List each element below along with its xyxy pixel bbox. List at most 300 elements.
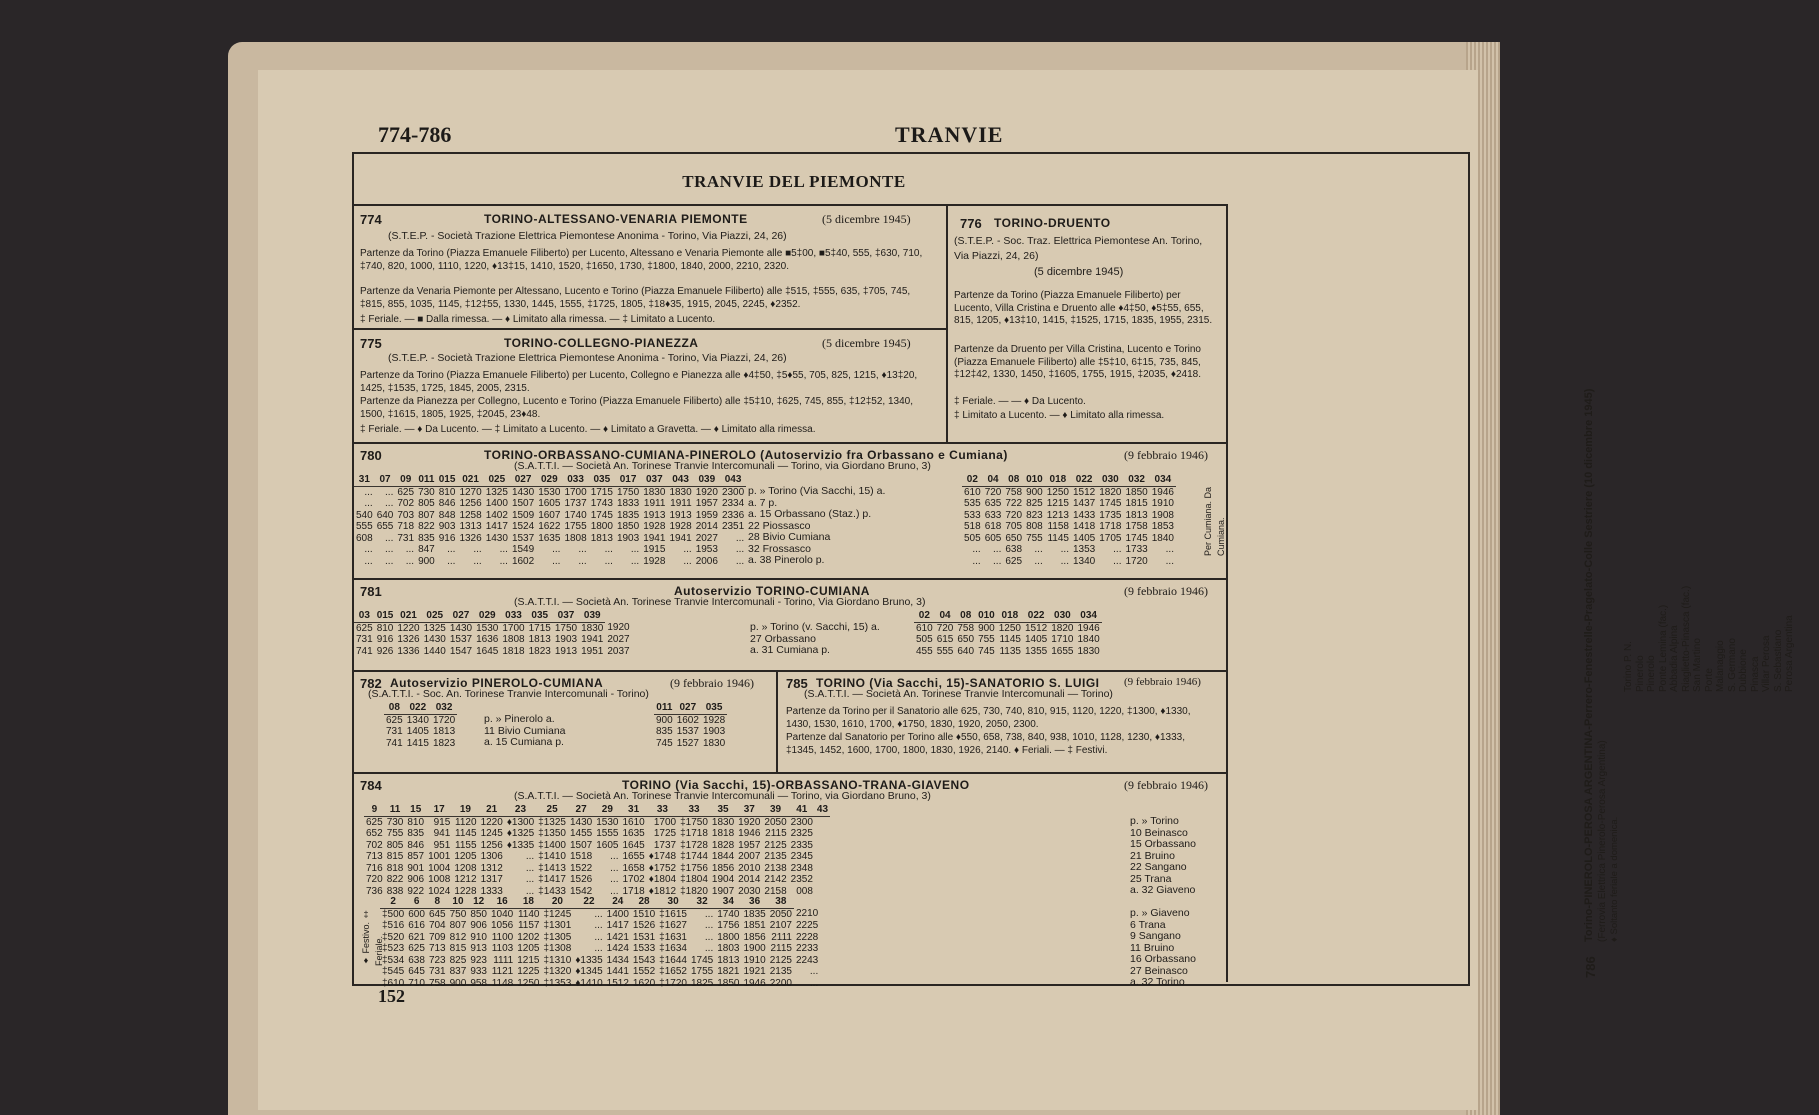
time-cell: 1957 [695, 498, 718, 509]
note: ♦ Soltanto feriale a domenica. [1609, 816, 1620, 942]
train-number: 23 [505, 804, 536, 816]
departures-from-pianezza: Partenze da Pianezza per Collegno, Lucento e Torino (Piazza Emanuele Filiberto) alle ‡5‡10, ‡625, 745, 855, ‡12‡52, 1340, 1500, ‡1615, 1805, 1925, ‡2045, 23♦48. [360, 396, 913, 420]
time-cell: 555 [356, 521, 373, 532]
train-number: 33 [678, 804, 710, 816]
time-cell: 1405 [406, 726, 429, 737]
time-cell: 2334 [721, 498, 745, 509]
time-cell: 1008 [428, 874, 451, 885]
time-cell: 1920 [695, 486, 718, 498]
time-cell: 1907 [711, 885, 735, 897]
time-cell: 638 [1005, 544, 1023, 555]
time-cell: 1537 [676, 726, 699, 737]
time-cell: ... [1060, 555, 1069, 567]
section-786 [1579, 156, 1819, 982]
time-cell: 1100 [491, 931, 514, 943]
table-row [914, 646, 1102, 658]
time-cell: 906 [470, 920, 487, 931]
time-cell: 650 [957, 634, 975, 645]
time-cell: 807 [449, 920, 467, 931]
train-number: 17 [426, 804, 452, 816]
train-number: 21 [479, 804, 505, 816]
train-number: 08 [955, 610, 976, 622]
station: Riaglietto-Pinasca (fac.) [1680, 585, 1692, 692]
time-cell: ... [1034, 544, 1043, 555]
time-cell: 1421 [606, 931, 629, 943]
train-number: 6 [406, 896, 427, 908]
time-cell: 1325 [485, 486, 508, 498]
time-cell: 1202 [517, 931, 540, 943]
time-cell: 2345 [790, 851, 813, 862]
time-cell: 835 [407, 828, 425, 839]
divider [1226, 204, 1228, 982]
time-cell: 846 [407, 839, 425, 851]
time-cell: 1913 [669, 509, 692, 521]
time-cell: 916 [438, 532, 456, 544]
station: p. » Pinerolo a. [484, 713, 555, 725]
time-cell: 1913 [554, 645, 578, 657]
legend: ‡ Feriale. — ■ Dalla rimessa. — ♦ Limitato alla rimessa. — ‡ Limitato a Lucento. [360, 314, 716, 325]
time-cell: 1700 [502, 622, 525, 634]
time-cell: 2325 [790, 828, 813, 839]
station: 27 Beinasco [1130, 964, 1188, 977]
time-cell: 1040 [491, 908, 514, 920]
time-cell: 1920 [738, 816, 761, 828]
time-cell: 1415 [406, 737, 429, 749]
time-cell: 1509 [511, 509, 535, 521]
time-cell: 1720 [432, 714, 456, 726]
station: p. » Torino [1130, 815, 1179, 827]
train-number: 8 [427, 896, 448, 908]
time-cell: 1745 [590, 509, 613, 521]
time-cell: ♦1325 [506, 828, 535, 839]
time-cell: 1103 [491, 943, 514, 954]
time-cell: 1941 [643, 532, 666, 544]
time-cell: 916 [376, 634, 394, 645]
time-cell: 722 [1005, 498, 1023, 509]
time-cell: 1818 [502, 645, 525, 657]
time-cell: 1120 [455, 816, 477, 828]
time-cell: ‡516 [382, 920, 405, 931]
table-row [364, 874, 830, 886]
time-cell: 825 [449, 954, 467, 966]
train-number: 035 [701, 702, 727, 714]
train-number: 02 [962, 474, 983, 486]
time-cell: 1913 [643, 509, 666, 521]
time-cell: 2335 [790, 839, 813, 851]
section-title: TORINO-COLLEGNO-PIANEZZA [504, 336, 699, 350]
train-number: 035 [527, 610, 553, 622]
section-title: TRANVIE [895, 122, 1004, 147]
time-cell: 1250 [517, 977, 540, 989]
time-cell: ‡1433 [538, 885, 566, 897]
time-cell: 2300 [790, 816, 813, 828]
time-cell: ... [610, 885, 619, 897]
timetable-return [914, 610, 1102, 657]
departures-from-venaria: Partenze da Venaria Piemonte per Altessano, Lucento e Torino (Piazza Emanuele Filiberto) alle ‡515, ‡555, 635, ‡705, 745, ‡815, 855, 1035, 1145, ‡12‡55, 1330, 1445, 1555, ‡1725, 1805, ‡18♦35, 1915, 2045, 2245, ♦2352. [360, 286, 911, 310]
station: S. Germano [1726, 638, 1738, 692]
train-number: 032 [1124, 474, 1150, 486]
time-cell: 2107 [769, 920, 792, 931]
section-title: Autoservizio TORINO-CUMIANA [674, 584, 870, 598]
station: Pinerolo [1646, 655, 1657, 692]
section-785 [784, 674, 1224, 770]
train-number: 38 [768, 896, 794, 908]
time-cell: 720 [1005, 509, 1023, 521]
time-cell: ... [525, 851, 535, 862]
time-cell: ‡1728 [680, 839, 708, 851]
time-cell: 1808 [502, 634, 525, 645]
time-cell: 1430 [511, 486, 535, 498]
station: p. » Giaveno [1130, 907, 1190, 919]
time-cell: 1850 [717, 977, 740, 989]
time-cell: 610 [964, 486, 981, 498]
time-cell: 720 [984, 486, 1002, 498]
time-cell: 555 [936, 645, 954, 657]
time-cell: ... [385, 555, 394, 567]
section-date: (9 febbraio 1946) [1124, 584, 1208, 598]
time-cell: 1750 [554, 622, 578, 634]
time-cell: 1928 [643, 521, 666, 532]
time-cell: 1645 [622, 839, 645, 851]
main-title: TRANVIE DEL PIEMONTE [682, 172, 906, 191]
table-row [364, 828, 830, 840]
time-cell: 1602 [676, 714, 699, 726]
time-cell: 1455 [569, 828, 593, 839]
time-cell: 1636 [476, 634, 499, 645]
train-number: 34 [715, 896, 741, 908]
timetable-outbound [354, 610, 632, 657]
time-cell: 822 [418, 521, 435, 532]
time-cell: 533 [964, 509, 981, 521]
time-cell: 731 [428, 966, 446, 977]
time-cell: 1510 [632, 908, 656, 920]
time-cell: 1437 [1073, 498, 1096, 509]
time-cell: 900 [978, 622, 995, 634]
time-cell: 1833 [616, 498, 640, 509]
section-number: 784 [360, 778, 382, 793]
time-cell: 2030 [738, 885, 761, 897]
time-cell: 655 [376, 521, 394, 532]
time-cell: 1820 [1051, 622, 1074, 634]
train-number: 037 [553, 610, 579, 622]
section-number: 774 [360, 212, 382, 227]
time-cell: 1645 [476, 645, 499, 657]
station-list [484, 714, 654, 749]
time-cell: ... [525, 885, 535, 897]
time-cell: 825 [1026, 498, 1043, 509]
section-781 [354, 578, 1226, 657]
time-cell: 1737 [653, 839, 677, 851]
section-date: (9 febbraio 1946) [1124, 676, 1201, 688]
time-cell: 2027 [607, 634, 630, 645]
time-cell: 731 [386, 726, 403, 737]
time-cell: 2336 [721, 509, 745, 521]
station: S. Sebastiano [1772, 629, 1784, 692]
time-cell: ♦1812 [648, 885, 677, 897]
time-cell: ‡1320 [543, 966, 572, 977]
time-cell: 736 [366, 885, 383, 897]
time-cell: 745 [656, 737, 673, 749]
time-cell: 535 [964, 498, 981, 509]
time-cell: 2006 [695, 555, 718, 567]
time-cell: 1821 [717, 966, 740, 977]
train-number: 39 [762, 804, 788, 816]
time-cell: 1424 [606, 943, 629, 954]
time-cell: 1815 [1125, 498, 1148, 509]
time-cell: 1024 [428, 885, 451, 897]
station: a. 32 Giaveno [1130, 884, 1196, 896]
train-number: 035 [589, 474, 615, 486]
time-cell: 900 [449, 977, 467, 989]
time-cell: 1953 [695, 544, 718, 555]
time-cell: 702 [397, 498, 415, 509]
time-cell: ... [473, 555, 482, 567]
table-row [354, 533, 746, 545]
time-cell: 720 [366, 874, 383, 885]
time-cell: ‡610 [382, 977, 405, 989]
time-cell: 1543 [632, 954, 656, 966]
time-cell: ... [683, 555, 692, 567]
train-number: 11 [385, 804, 406, 816]
time-cell: 1220 [480, 816, 503, 828]
train-number: 029 [536, 474, 562, 486]
timetable-return [380, 896, 820, 989]
time-cell: 2115 [765, 828, 787, 839]
time-cell: 2010 [738, 862, 761, 874]
time-cell: 818 [386, 862, 404, 874]
time-cell: 2111 [771, 931, 792, 943]
train-number: 33 [647, 804, 678, 816]
time-cell: 1750 [616, 486, 640, 498]
time-cell: 1417 [606, 920, 629, 931]
time-cell: ... [809, 966, 819, 977]
time-cell: 1903 [616, 532, 640, 544]
section-date: (5 dicembre 1945) [822, 212, 911, 226]
train-number: 018 [997, 610, 1023, 622]
time-cell: 758 [957, 622, 975, 634]
time-cell: 709 [428, 931, 446, 943]
time-cell: 807 [418, 509, 435, 521]
section-number: 782 [360, 676, 382, 691]
section-number: 776 [960, 216, 982, 231]
time-cell: ... [704, 931, 714, 943]
time-cell: 2135 [769, 966, 792, 977]
time-cell: 1527 [676, 737, 699, 749]
time-cell: 1208 [454, 862, 477, 874]
time-cell: ... [610, 874, 619, 885]
time-cell: 1270 [459, 486, 482, 498]
time-cell: 1823 [432, 737, 456, 749]
time-cell: 1851 [743, 920, 766, 931]
time-cell: 1705 [1099, 532, 1122, 544]
time-cell: ... [578, 544, 587, 555]
station: a. 31 Cumiana p. [750, 644, 830, 656]
time-cell: 1908 [1151, 509, 1174, 521]
time-cell: 705 [1005, 521, 1023, 532]
time-cell: 625 [1005, 555, 1023, 567]
time-cell: ‡1417 [538, 874, 566, 885]
time-cell: 600 [408, 908, 425, 920]
time-cell: ... [578, 555, 587, 567]
time-cell: 755 [386, 828, 404, 839]
time-cell: 1155 [455, 839, 477, 851]
time-cell: 1205 [517, 943, 540, 954]
time-cell: 605 [984, 532, 1002, 544]
time-cell: ... [447, 544, 456, 555]
time-cell: 652 [366, 828, 383, 839]
time-cell: ... [735, 544, 745, 555]
return-station-list [1130, 908, 1226, 989]
time-cell: 857 [407, 851, 425, 862]
time-cell: 1946 [738, 828, 761, 839]
time-cell: 1903 [702, 726, 726, 737]
train-number: 25 [536, 804, 568, 816]
time-cell: 1840 [1077, 634, 1100, 645]
time-cell: ‡523 [382, 943, 405, 954]
time-cell: 1530 [476, 622, 499, 634]
time-cell: 906 [407, 874, 425, 885]
time-cell: 2233 [795, 943, 819, 954]
time-cell: 1946 [743, 977, 766, 989]
time-cell: 1430 [485, 532, 508, 544]
time-cell: 903 [438, 521, 456, 532]
time-cell: 1507 [569, 839, 593, 851]
time-cell: 2027 [695, 532, 718, 544]
time-cell: 1158 [1047, 521, 1069, 532]
time-cell: 1803 [717, 943, 740, 954]
time-cell: 1928 [643, 555, 666, 567]
train-number: 15 [405, 804, 426, 816]
time-cell: 640 [376, 509, 394, 521]
page-number: 152 [378, 986, 405, 1006]
time-cell: ... [735, 532, 745, 544]
time-cell: 1353 [1073, 544, 1096, 555]
time-cell: ... [364, 498, 373, 509]
time-cell: ... [385, 544, 394, 555]
train-number: 034 [1150, 474, 1176, 486]
time-cell: 1526 [632, 920, 656, 931]
company: (S.A.T.T.I. — Società An. Torinese Tranvie Intercomunali - Torino, Via Giordano Bruno, 3) [514, 596, 926, 608]
station: Pinasca [1749, 656, 1761, 692]
train-number: 011 [416, 474, 437, 486]
train-number: 37 [736, 804, 762, 816]
time-cell: 2228 [795, 931, 819, 943]
time-cell: 2135 [764, 851, 787, 862]
train-number: 022 [1071, 474, 1097, 486]
time-cell: 1835 [743, 908, 766, 920]
time-cell: 1430 [423, 634, 446, 645]
train-number: 20 [542, 896, 574, 908]
time-cell: ... [610, 851, 619, 862]
time-cell: 633 [984, 509, 1002, 521]
time-cell: 1813 [432, 726, 456, 737]
time-cell: 1946 [1151, 486, 1174, 498]
table-row [384, 714, 457, 726]
train-number: 22 [573, 896, 604, 908]
train-number: 030 [1097, 474, 1123, 486]
time-cell: 1145 [1047, 532, 1069, 544]
time-cell: 1605 [596, 839, 619, 851]
station-list [1130, 816, 1226, 897]
time-cell: 1507 [511, 498, 535, 509]
time-cell: 913 [470, 943, 487, 954]
time-cell: 2125 [769, 954, 792, 966]
time-cell: ‡1400 [538, 839, 566, 851]
time-cell: 1530 [538, 486, 561, 498]
time-cell: 1921 [743, 966, 766, 977]
time-cell: ‡1631 [659, 931, 687, 943]
time-cell: 2243 [795, 954, 819, 966]
train-number: 011 [654, 702, 675, 714]
time-cell: 1148 [491, 977, 514, 989]
time-cell: 1121 [491, 966, 514, 977]
time-cell: 1549 [511, 544, 535, 555]
table-row [962, 544, 1176, 556]
time-cell: 926 [376, 645, 394, 657]
station: Torino P. N. [1623, 641, 1634, 692]
time-cell: 1306 [480, 851, 503, 862]
time-cell: 2142 [764, 874, 787, 885]
train-number: 018 [1045, 474, 1071, 486]
table-row [914, 622, 1102, 634]
time-cell: 1758 [1125, 521, 1148, 532]
train-number: 034 [1076, 610, 1102, 622]
time-cell: ... [552, 544, 561, 555]
time-cell: 1830 [1077, 645, 1100, 657]
time-cell: ‡1308 [543, 943, 572, 954]
time-cell: 1417 [485, 521, 508, 532]
time-cell: 2210 [795, 908, 819, 920]
time-cell: 2050 [764, 816, 787, 828]
section-title: TORINO-ORBASSANO-CUMIANA-PINEROLO (Autoservizio fra Orbassano e Cumiana) [484, 448, 1008, 462]
time-cell: 1941 [669, 532, 692, 544]
time-cell: ... [552, 555, 561, 567]
time-cell: 1856 [743, 931, 766, 943]
station: 25 Trana [1130, 872, 1172, 885]
time-cell: 1250 [998, 622, 1021, 634]
company: (S.T.E.P. - Soc. Traz. Elettrica Piemontese An. Torino, Via Piazzi, 24, 26) [954, 235, 1203, 262]
train-number: 021 [457, 474, 483, 486]
time-cell: 720 [936, 622, 954, 634]
time-cell: 640 [957, 645, 975, 657]
time-cell: ... [499, 544, 508, 555]
time-cell: 1228 [454, 885, 477, 897]
time-cell: 810 [438, 486, 456, 498]
time-cell: 608 [356, 532, 373, 544]
legend: ♦ Festivo. ‡ Feriale. [361, 909, 384, 966]
time-cell: ... [972, 544, 981, 555]
train-number: 18 [515, 896, 541, 908]
time-cell: ... [993, 544, 1002, 555]
time-cell: ... [630, 544, 640, 555]
station: 11 Bivio Cumiana [484, 724, 566, 737]
time-cell: 704 [428, 920, 446, 931]
station: a. 32 Torino [1130, 976, 1185, 988]
time-cell: ... [630, 555, 640, 567]
section-780 [354, 442, 1226, 567]
time-cell: 1813 [528, 634, 551, 645]
time-cell: 1056 [491, 920, 514, 931]
table-row [354, 622, 632, 634]
table-row [962, 510, 1176, 522]
time-cell: 1531 [632, 931, 656, 943]
time-cell: 1145 [999, 634, 1021, 645]
timetable-return [962, 474, 1176, 567]
time-cell: 1607 [538, 509, 561, 521]
time-cell: 1718 [1099, 521, 1122, 532]
time-cell: 2348 [790, 862, 813, 874]
time-cell: 1911 [670, 498, 692, 509]
